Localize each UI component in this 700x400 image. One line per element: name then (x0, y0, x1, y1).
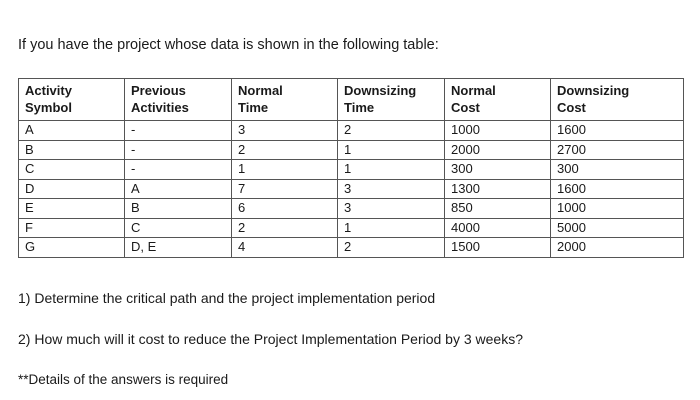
table-row (19, 121, 684, 141)
cell-normal-time: 7 (232, 179, 338, 199)
cell-downsizing-cost: 5000 (551, 218, 684, 238)
cell-normal-cost: 1300 (445, 179, 551, 199)
header-downsizing-time (338, 79, 445, 121)
header-line: Normal (451, 83, 496, 98)
header-line: Activity (25, 83, 72, 98)
table-row (19, 179, 684, 199)
table-row (19, 199, 684, 219)
header-normal-cost (445, 79, 551, 121)
cell-downsizing-cost: 1600 (551, 179, 684, 199)
table-body (19, 121, 684, 258)
cell-normal-cost: 300 (445, 160, 551, 180)
table-row (19, 140, 684, 160)
cell-activity: F (19, 218, 125, 238)
header-line: Cost (451, 100, 480, 115)
cell-normal-cost: 850 (445, 199, 551, 219)
header-line: Activities (131, 100, 189, 115)
cell-downsizing-cost: 2000 (551, 238, 684, 258)
header-line: Downsizing (344, 83, 417, 98)
cell-activity: E (19, 199, 125, 219)
cell-downsizing-cost: 1600 (551, 121, 684, 141)
project-data-table (18, 78, 684, 258)
header-previous-activities (125, 79, 232, 121)
cell-normal-cost: 4000 (445, 218, 551, 238)
cell-normal-cost: 1000 (445, 121, 551, 141)
cell-activity: A (19, 121, 125, 141)
cell-previous: B (125, 199, 232, 219)
cell-downsizing-cost: 300 (551, 160, 684, 180)
cell-downsizing-time: 1 (338, 160, 445, 180)
cell-downsizing-time: 3 (338, 199, 445, 219)
table-row (19, 160, 684, 180)
question-1: 1) Determine the critical path and the project implementation period (18, 290, 436, 306)
table-row (19, 218, 684, 238)
answer-note: **Details of the answers is required (18, 372, 229, 387)
header-line: Normal (238, 83, 283, 98)
cell-downsizing-time: 1 (338, 218, 445, 238)
header-downsizing-cost (551, 79, 684, 121)
cell-downsizing-time: 1 (338, 140, 445, 160)
header-line: Downsizing (557, 83, 630, 98)
cell-normal-time: 2 (232, 140, 338, 160)
header-line: Symbol (25, 100, 72, 115)
cell-previous: C (125, 218, 232, 238)
cell-normal-cost: 1500 (445, 238, 551, 258)
table-row (19, 238, 684, 258)
cell-normal-time: 4 (232, 238, 338, 258)
cell-previous: D, E (125, 238, 232, 258)
cell-downsizing-cost: 1000 (551, 199, 684, 219)
cell-downsizing-time: 3 (338, 179, 445, 199)
cell-activity: C (19, 160, 125, 180)
cell-previous: - (125, 140, 232, 160)
cell-normal-cost: 2000 (445, 140, 551, 160)
header-line: Previous (131, 83, 186, 98)
intro-text: If you have the project whose data is shown in the following table: (18, 37, 439, 53)
cell-previous: - (125, 160, 232, 180)
cell-normal-time: 2 (232, 218, 338, 238)
header-activity-symbol (19, 79, 125, 121)
header-line: Cost (557, 100, 586, 115)
cell-activity: G (19, 238, 125, 258)
table-header (19, 79, 684, 121)
cell-normal-time: 1 (232, 160, 338, 180)
header-line: Time (238, 100, 269, 115)
cell-normal-time: 3 (232, 121, 338, 141)
cell-downsizing-cost: 2700 (551, 140, 684, 160)
header-line: Time (344, 100, 375, 115)
cell-downsizing-time: 2 (338, 238, 445, 258)
table-header-row (19, 79, 684, 121)
cell-activity: B (19, 140, 125, 160)
cell-previous: A (125, 179, 232, 199)
cell-downsizing-time: 2 (338, 121, 445, 141)
header-normal-time (232, 79, 338, 121)
cell-normal-time: 6 (232, 199, 338, 219)
question-2: 2) How much will it cost to reduce the Project Implementation Period by 3 weeks? (18, 331, 524, 347)
cell-previous: - (125, 121, 232, 141)
cell-activity: D (19, 179, 125, 199)
